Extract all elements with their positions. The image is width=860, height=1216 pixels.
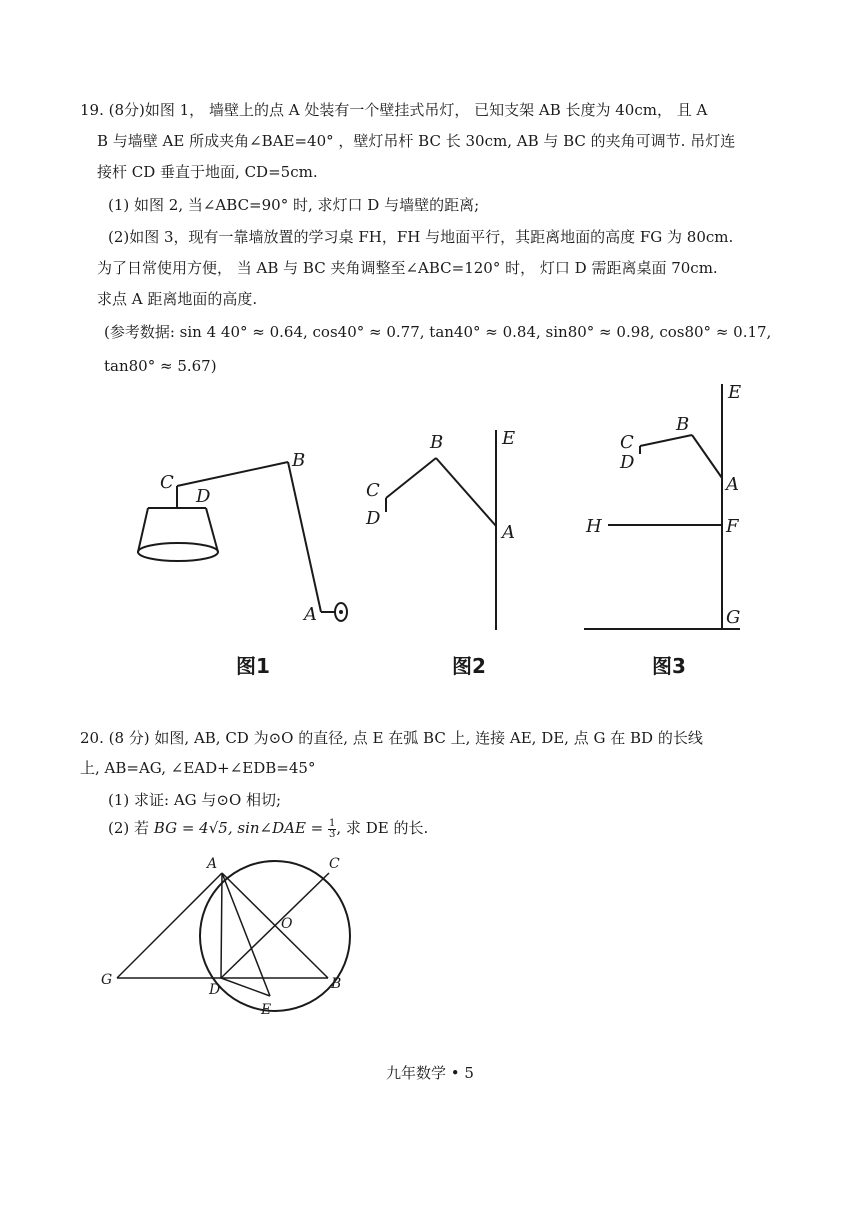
q20-part2-math: BG = 4√5, sin∠DAE = [153,819,329,837]
fig20-label-E: E [261,1002,272,1018]
q20-part2-prefix: (2) 若 [108,819,154,837]
fig2-label-B: B [430,432,444,453]
figure-q20-circle [95,848,365,1023]
fig3-label-F: F [726,516,739,537]
q19-line3: 接杆 CD 垂直于地面, CD=5cm. [97,163,318,181]
figure-2-diagram [360,420,530,640]
q19-line1: 19. (8分)如图 1， 墙壁上的点 A 处装有一个壁挂式吊灯， 已知支架 AB 长度为 40cm， 且 A [80,101,708,119]
page-footer: 九年数学 • 5 [386,1064,474,1082]
figure-2-caption: 图2 [452,654,486,678]
q19-part2c: 求点 A 距离地面的高度. [97,290,258,308]
fig3-label-A: A [726,474,739,495]
fig3-label-H: H [586,516,602,537]
figure-1-caption: 图1 [236,654,270,678]
fig20-label-C: C [329,856,340,872]
q19-line2: B 与墙壁 AE 所成夹角∠BAE=40° ，壁灯吊杆 BC 长 30cm, AB 与 BC 的夹角可调节. 吊灯连 [97,132,736,150]
figure-3-diagram [580,380,760,640]
fig20-label-O: O [281,916,293,932]
figure-1-wall-lamp [120,440,360,640]
fig2-label-D: D [366,508,381,529]
fraction-numerator: 1 [329,817,336,829]
q19-reference-data: (参考数据: sin 4 40° ≈ 0.64, cos40° ≈ 0.77, tan40° ≈ 0.84, sin80° ≈ 0.98, cos80° ≈ 0.17, [104,323,772,341]
fig20-label-D: D [209,982,221,998]
fig2-label-A: A [502,522,515,543]
fig3-label-E: E [728,382,742,403]
fig20-label-A: A [207,856,218,872]
q20-line2: 上, AB=AG, ∠EAD+∠EDB=45° [80,759,316,777]
q20-part2 [108,818,428,840]
fig1-label-C: C [160,472,174,493]
q20-part1: (1) 求证: AG 与⊙O 相切; [108,791,282,809]
q20-line1: 20. (8 分) 如图, AB, CD 为⊙O 的直径, 点 E 在弧 BC 上, 连接 AE, DE, 点 G 在 BD 的长线 [80,729,703,747]
fig2-label-C: C [366,480,380,501]
figure-3-caption: 图3 [652,654,686,678]
fig1-label-B: B [292,450,306,471]
fig3-label-D: D [620,452,635,473]
q19-reference-data-2: tan80° ≈ 5.67) [104,357,217,375]
fig20-label-B: B [331,976,342,992]
q19-part1: (1) 如图 2, 当∠ABC=90° 时, 求灯口 D 与墙壁的距离; [108,196,480,214]
fig1-label-A: A [304,604,317,625]
fig3-label-C: C [620,432,634,453]
fig1-label-D: D [196,486,211,507]
fig2-label-E: E [502,428,516,449]
fig20-label-G: G [101,972,113,988]
fig3-label-G: G [726,607,741,628]
q19-part2b: 为了日常使用方便， 当 AB 与 BC 夹角调整至∠ABC=120° 时， 灯口 D 需距离桌面 70cm. [97,259,718,277]
q19-part2a: (2)如图 3，现有一靠墙放置的学习桌 FH，FH 与地面平行，其距离地面的高度 FG 为 80cm. [108,228,734,246]
q20-part2-suffix: , 求 DE 的长. [336,819,429,837]
fraction-denominator: 3 [329,828,336,840]
fig3-label-B: B [676,414,690,435]
